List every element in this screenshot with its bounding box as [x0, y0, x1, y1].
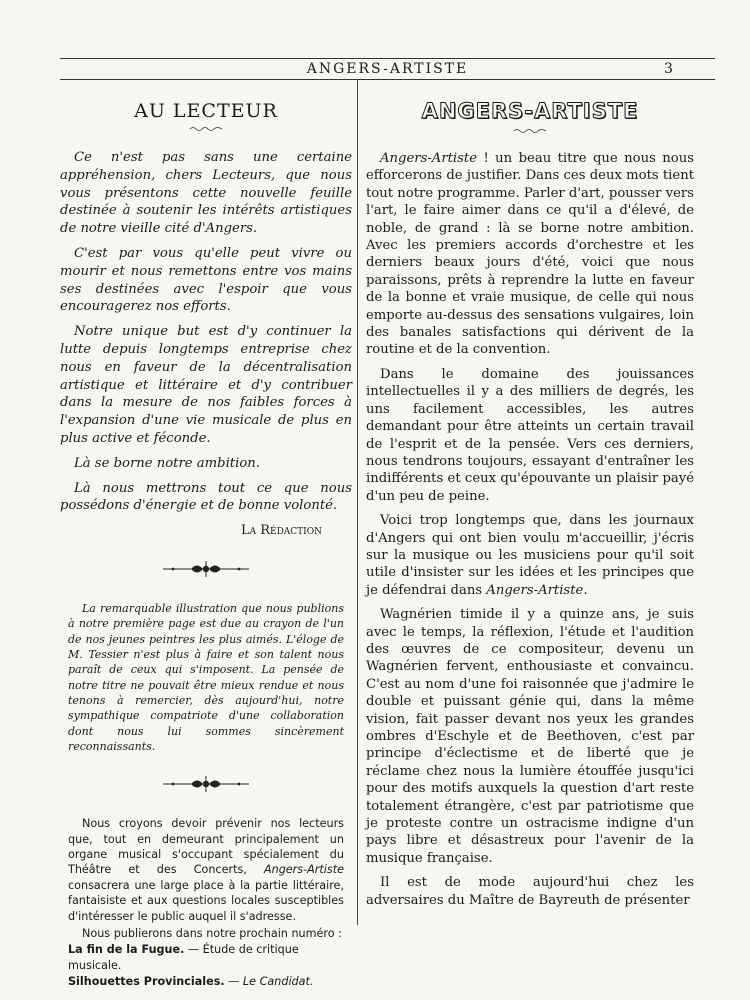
upcoming-item: Silhouettes Provinciales. — Le Candidat. [68, 975, 314, 989]
title-squiggle [60, 125, 352, 135]
ornament-divider [60, 559, 352, 579]
angers-artiste-title: ANGERS-ARTISTE [421, 99, 639, 123]
column-divider [357, 80, 358, 925]
right-column [366, 80, 694, 916]
notice-paragraph: Nous croyons devoir prévenir nos lecteurs que, tout en demeurant principalement un organe musical s'occupant spécialement du Théâtre et des Concerts, Angers-Artiste consacrera une large place à la partie littéraire, fantaisiste et aux questions locales susceptibles d'intéresser le public auquel il s'adresse. [68, 817, 344, 923]
article-body [366, 150, 694, 909]
intro-paragraph: Notre unique but est d'y continuer la lutte depuis longtemps entreprise chez nous en faveur de la décentralisation artistique et littéraire et d'y contribuer dans la mesure de nos faibles forces à l'expansion d'une vie musicale de plus en plus active et féconde. [60, 324, 352, 446]
running-head: ANGERS-ARTISTE [306, 61, 469, 77]
title-squiggle [366, 127, 694, 137]
intro-block [60, 149, 352, 515]
signature: La Rédaction [240, 523, 322, 539]
article-paragraph: Angers-Artiste ! un beau titre que nous nous efforcerons de justifier. Dans ces deux mots tient tout notre programme. Parler d'art, pousser vers l'art, le faire aimer dans ce qu'il a d'élevé, de noble, de grand : là se borne notre ambition. Avec les premiers accords d'orchestre et les derniers beaux jours d'été, voici que nous paraissons, prêts à reprendre la lutte en faveur de la bonne et vraie musique, de celle qui nous emporte au-dessus des sensations vulgaires, loin des banales satisfactions qui dérivent de la routine et de la convention. [366, 151, 694, 358]
ornament-divider-2 [60, 774, 352, 794]
upcoming-item: La fin de la Fugue. — Étude de critique musicale. [68, 943, 299, 972]
article-paragraph: Wagnérien timide il y a quinze ans, je suis avec le temps, la réflexion, l'étude et l'audition des œuvres de ce compositeur, devenu un Wagnérien fervent, enthousiaste et convaincu. C'est au nom d'une foi raisonnée que j'admire le double et puissant génie qui, dans la même vision, fait passer devant nos yeux les grandes ombres d'Eschyle et de Beethoven, c'est par principe d'éclectisme et de liberté que je réclame chez nous la lumière étouffée jusqu'ici pour des motifs auxquels la question d'art reste totalement étrangère, c'est par patriotisme que je proteste contre un ostracisme indigne d'un pays libre et désastreux pour l'avenir de la musique française. [366, 607, 694, 866]
article-paragraph: Dans le domaine des jouissances intellectuelles il y a des milliers de degrés, les uns facilement accessibles, les autres demandant pour être atteints un certain travail de l'esprit et de la pensée. Vers ces derniers, nous tendrons toujours, essayant d'entraîner les indifférents et ceux qu'épouvante un plaisir payé d'un peu de peine. [366, 366, 694, 504]
header-rule-top [60, 58, 715, 59]
article-paragraph: Il est de mode aujourd'hui chez les adversaires du Maître de Bayreuth de présenter [366, 875, 694, 908]
upcoming-intro: Nous publierons dans notre prochain numéro : [82, 926, 342, 940]
article-paragraph: Voici trop longtemps que, dans les journaux d'Angers qui ont bien voulu m'accueillir, j'écris sur la musique ou les musiciens pour qu'il soit utile d'insister sur les idées et les principes que je défendrai dans Angers-Artiste. [366, 513, 694, 598]
illustration-note: La remarquable illustration que nous publions à notre première page est due au crayon de l'un de nos jeunes peintres les plus aimés. L'éloge de M. Tessier n'est plus à faire et son talent nous paraît de ceux qui s'imposent. La pensée de notre titre ne pouvait être mieux rendue et nous tenons à remercier, dès aujourd'hui, notre sympathique compatriote d'une collaboration dont nous lui sommes sincèrement reconnaissants. [68, 602, 344, 753]
intro-paragraph: C'est par vous qu'elle peut vivre ou mourir et nous remettons entre vos mains ses destinées avec l'espoir que vous encouragerez nos efforts. [60, 245, 352, 315]
page-number: 3 [664, 61, 673, 77]
left-column [60, 80, 352, 990]
intro-paragraph: Ce n'est pas sans une certaine appréhension, chers Lecteurs, que nous vous présentons cette nouvelle feuille destinée à soutenir les intérêts artistiques de notre vieille cité d'Angers. [60, 150, 352, 237]
au-lecteur-title: AU LECTEUR [134, 100, 278, 122]
intro-paragraph: Là se borne notre ambition. [74, 455, 260, 471]
journal-name: Angers-Artiste [263, 863, 344, 877]
intro-paragraph: Là nous mettrons tout ce que nous possédons d'énergie et de bonne volonté. [60, 480, 352, 514]
